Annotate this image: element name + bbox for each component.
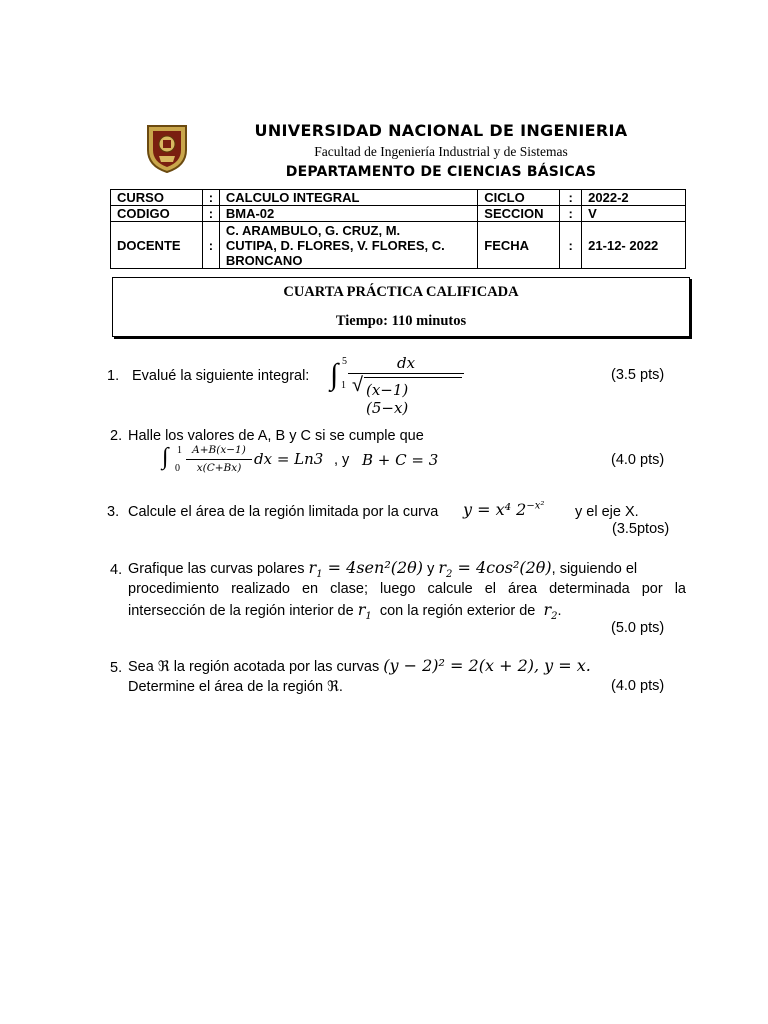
question-5-points: (4.0 pts) xyxy=(611,678,665,694)
q4-line3-b: con la región exterior de xyxy=(379,603,536,619)
q4-text-b: , siguiendo el xyxy=(551,561,638,577)
region-symbol: ℜ xyxy=(157,659,170,675)
question-2-text: Halle los valores de A, B y C si se cumple que xyxy=(128,428,424,444)
question-3-points: (3.5ptos) xyxy=(612,521,670,537)
integral-upper-limit: 1 xyxy=(177,445,182,456)
q5-equation: (y − 2)² = 2(x + 2), y = x. xyxy=(383,656,591,675)
curso-label: CURSO xyxy=(111,190,203,206)
colon: : xyxy=(560,222,582,269)
docente-line-1: C. ARAMBULO, G. CRUZ, M. xyxy=(225,222,401,238)
fecha-label: FECHA xyxy=(478,222,560,269)
docente-line-3: BRONCANO xyxy=(225,252,303,268)
condition-equation: B + C = 3 xyxy=(362,451,439,469)
exam-title: CUARTA PRÁCTICA CALIFICADA xyxy=(283,284,519,300)
faculty-name: Facultad de Ingeniería Industrial y de Sistemas xyxy=(314,144,568,159)
separator-text: , y xyxy=(334,452,350,468)
question-2-number: 2. xyxy=(110,428,123,444)
question-5-number: 5. xyxy=(110,660,123,676)
curso-value: CALCULO INTEGRAL xyxy=(219,190,477,206)
integral-upper-limit: 5 xyxy=(342,356,347,367)
subscript-2: 2 xyxy=(446,569,453,581)
integral-lower-limit: 1 xyxy=(341,380,346,391)
exam-title-box xyxy=(112,277,690,337)
seccion-value: V xyxy=(582,206,686,222)
q5-text-b: la región acotada por las curvas xyxy=(173,659,380,675)
q4-text-a: Grafique las curvas polares xyxy=(128,561,305,577)
integral-numerator: A+B(x−1) xyxy=(192,444,246,456)
colon: : xyxy=(560,190,582,206)
r-symbol: r xyxy=(438,558,446,577)
colon: : xyxy=(202,206,219,222)
sqrt-bar xyxy=(364,377,462,378)
question-4-points: (5.0 pts) xyxy=(611,620,665,636)
question-2-equation xyxy=(162,443,442,477)
r1-equation: = 4sen²(2θ) xyxy=(327,558,424,577)
docente-line-2: CUTIPA, D. FLORES, V. FLORES, C. xyxy=(225,237,445,253)
ciclo-label: CICLO xyxy=(478,190,560,206)
info-row-curso xyxy=(111,190,686,206)
q5-text-a: Sea xyxy=(128,659,154,675)
question-4-line-3: intersección de la región interior de $r_1$ con la región exterior de $r_2$. xyxy=(128,600,562,623)
r-symbol: r xyxy=(543,600,552,619)
codigo-label: CODIGO xyxy=(111,206,203,222)
curve-equation: y = x⁴ 2 xyxy=(463,500,527,519)
integral-sign-icon: ∫ xyxy=(330,358,339,391)
integral-result: dx = Ln3 xyxy=(254,450,324,468)
question-3-tail: y el eje X. xyxy=(575,504,639,520)
docente-label: DOCENTE xyxy=(111,222,203,269)
question-3-curve xyxy=(463,500,544,519)
curve-exponent: −x² xyxy=(526,500,545,512)
sqrt-sign-icon: √ xyxy=(352,374,363,396)
q4-line3-a: intersección de la región interior de xyxy=(128,603,354,619)
question-4-line-2: procedimiento realizado en clase; luego calcule el área determinada por la xyxy=(128,581,686,597)
question-1-number: 1. xyxy=(107,368,120,384)
exam-time: Tiempo: 110 minutos xyxy=(335,313,467,329)
department-name: DEPARTAMENTO DE CIENCIAS BÁSICAS xyxy=(285,164,597,180)
seccion-label: SECCION xyxy=(478,206,560,222)
university-name: UNIVERSIDAD NACIONAL DE INGENIERIA xyxy=(254,121,628,140)
colon: : xyxy=(202,222,219,269)
question-4-number: 4. xyxy=(110,562,123,578)
integral-lower-limit: 0 xyxy=(175,463,180,474)
fecha-value: 21-12- 2022 xyxy=(582,222,686,269)
integral-denominator: (x−1)(5−x) xyxy=(366,381,409,417)
integral-sign-icon: ∫ xyxy=(162,444,169,470)
subscript-1: 1 xyxy=(365,611,372,623)
subscript-1: 1 xyxy=(316,569,323,581)
info-row-codigo xyxy=(111,206,686,222)
subscript-2: 2 xyxy=(551,611,558,623)
info-row-docente xyxy=(111,222,686,269)
question-3-number: 3. xyxy=(107,504,120,520)
question-1-points: (3.5 pts) xyxy=(611,367,665,383)
question-1-text: Evalué la siguiente integral: xyxy=(132,368,310,384)
fraction-bar xyxy=(348,373,464,374)
ciclo-value: 2022-2 xyxy=(582,190,686,206)
docente-value xyxy=(219,222,477,269)
colon: : xyxy=(560,206,582,222)
r2-equation: = 4cos²(2θ) xyxy=(457,558,552,577)
fraction-bar xyxy=(186,459,252,460)
question-5-line-1 xyxy=(128,656,591,677)
r-symbol: r xyxy=(308,558,317,577)
r-symbol: r xyxy=(357,600,366,619)
question-3-text: Calcule el área de la región limitada por la curva xyxy=(128,504,439,520)
course-info-table xyxy=(110,189,686,269)
colon: : xyxy=(202,190,219,206)
codigo-value: BMA-02 xyxy=(219,206,477,222)
q4-y: y xyxy=(427,561,435,577)
question-2-points: (4.0 pts) xyxy=(611,452,665,468)
integral-numerator: dx xyxy=(396,354,416,372)
question-5-line-2: Determine el área de la región ℜ. xyxy=(128,679,343,695)
integral-denominator: x(C+Bx) xyxy=(196,462,242,474)
